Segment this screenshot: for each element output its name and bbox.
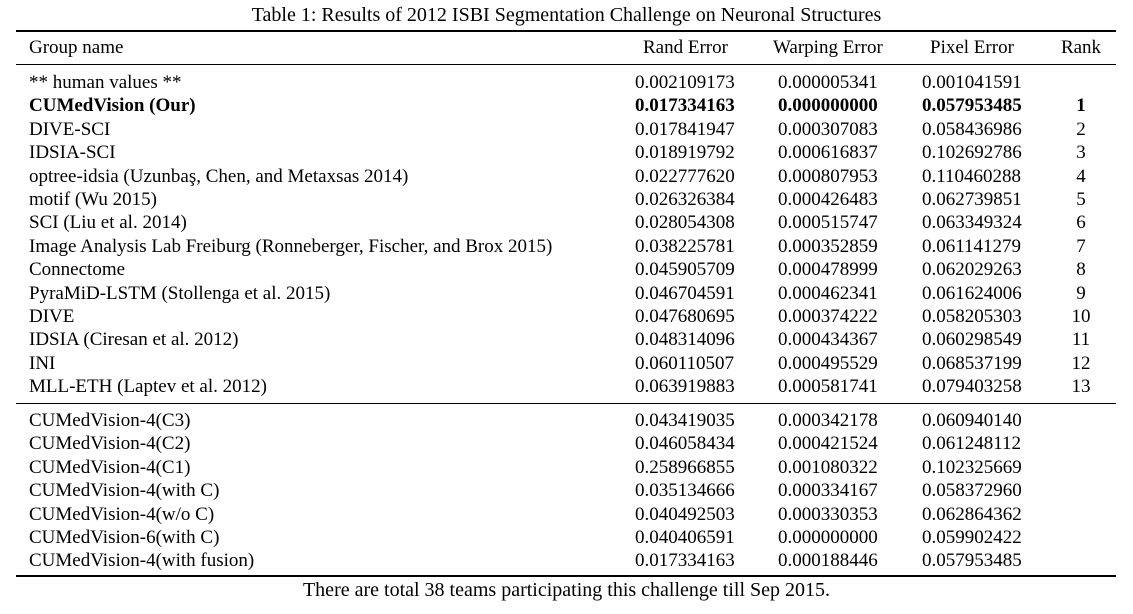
pixel-error-cell: 0.102692786 [922, 142, 1022, 164]
table-row [0, 328, 1133, 351]
pixel-error-cell: 0.061141279 [922, 235, 1022, 257]
table-row [0, 211, 1133, 234]
pixel-error-cell: 0.061248112 [922, 433, 1022, 455]
rand-error-cell: 0.017334163 [635, 550, 735, 572]
warping-error-cell: 0.000330353 [778, 503, 878, 525]
rand-error-cell: 0.017334163 [635, 95, 735, 117]
rand-error-cell: 0.043419035 [635, 410, 735, 431]
warping-error-cell: 0.000426483 [778, 189, 878, 210]
table-row [0, 526, 1133, 549]
warping-error-cell: 0.000000000 [778, 95, 878, 117]
rand-error-cell: 0.017841947 [635, 118, 735, 140]
rand-error-cell: 0.258966855 [635, 456, 735, 478]
warping-error-cell: 0.000581741 [778, 376, 878, 398]
header-rand-error: Rand Error [643, 37, 728, 58]
warping-error-cell: 0.001080322 [778, 456, 878, 478]
table-row [0, 282, 1133, 305]
header-pixel-error: Pixel Error [930, 37, 1014, 58]
pixel-error-cell: 0.062739851 [922, 189, 1022, 210]
pixel-error-cell: 0.058205303 [922, 306, 1022, 327]
pixel-error-cell: 0.060298549 [922, 329, 1022, 351]
group-name-cell: INI [29, 352, 56, 374]
header-warping-error: Warping Error [773, 37, 883, 58]
rand-error-cell: 0.063919883 [635, 376, 735, 398]
group-name-cell: Connectome [29, 259, 126, 281]
warping-error-cell: 0.000421524 [778, 433, 878, 455]
rand-error-cell: 0.002109173 [635, 72, 735, 93]
group-name-cell: CUMedVision (Our) [29, 95, 196, 117]
rand-error-cell: 0.047680695 [635, 306, 735, 327]
pixel-error-cell: 0.102325669 [922, 456, 1022, 478]
rand-error-cell: 0.022777620 [635, 165, 735, 187]
warping-error-cell: 0.000188446 [778, 550, 878, 572]
warping-error-cell: 0.000807953 [778, 165, 878, 187]
rank-cell: 5 [1076, 189, 1086, 210]
pixel-error-cell: 0.001041591 [922, 72, 1022, 93]
header-rule [16, 64, 1116, 65]
warping-error-cell: 0.000307083 [778, 118, 878, 140]
rank-cell: 6 [1076, 212, 1086, 234]
warping-error-cell: 0.000434367 [778, 329, 878, 351]
rand-error-cell: 0.018919792 [635, 142, 735, 164]
group-name-cell: DIVE-SCI [29, 118, 111, 140]
pixel-error-cell: 0.110460288 [922, 165, 1022, 187]
group-name-cell: CUMedVision-4(C1) [29, 456, 191, 478]
table-row [0, 141, 1133, 164]
pixel-error-cell: 0.061624006 [922, 282, 1022, 304]
bottom-rule [16, 575, 1116, 577]
table-caption: Table 1: Results of 2012 ISBI Segmentation Challenge on Neuronal Structures [251, 4, 882, 26]
group-name-cell: DIVE [29, 306, 75, 327]
group-name-cell: CUMedVision-4(with C) [29, 480, 220, 502]
group-name-cell: ** human values ** [29, 72, 182, 93]
warping-error-cell: 0.000374222 [778, 306, 878, 327]
table-row [0, 503, 1133, 526]
pixel-error-cell: 0.079403258 [922, 376, 1022, 398]
rand-error-cell: 0.028054308 [635, 212, 735, 234]
table-row [0, 305, 1133, 328]
table-row [0, 235, 1133, 258]
table-row [0, 432, 1133, 455]
group-name-cell: IDSIA-SCI [29, 142, 116, 164]
table-row [0, 549, 1133, 572]
group-name-cell: PyraMiD-LSTM (Stollenga et al. 2015) [29, 282, 331, 304]
rank-cell: 2 [1076, 118, 1086, 140]
rand-error-cell: 0.035134666 [635, 480, 735, 502]
rand-error-cell: 0.048314096 [635, 329, 735, 351]
pixel-error-cell: 0.058372960 [922, 480, 1022, 502]
warping-error-cell: 0.000495529 [778, 352, 878, 374]
rank-cell: 10 [1071, 306, 1091, 327]
rank-cell: 7 [1076, 235, 1086, 257]
header-rank: Rank [1060, 37, 1102, 58]
table-row [0, 409, 1133, 432]
rank-cell: 9 [1076, 282, 1086, 304]
group-name-cell: motif (Wu 2015) [29, 189, 157, 210]
rand-error-cell: 0.040492503 [635, 503, 735, 525]
group-name-cell: CUMedVision-4(C3) [29, 410, 191, 431]
warping-error-cell: 0.000352859 [778, 235, 878, 257]
table-row [0, 456, 1133, 479]
top-rule [16, 30, 1116, 32]
rank-cell: 12 [1071, 352, 1091, 374]
rand-error-cell: 0.038225781 [635, 235, 735, 257]
table-row [0, 479, 1133, 502]
table-row [0, 165, 1133, 188]
warping-error-cell: 0.000334167 [778, 480, 878, 502]
table-row [0, 94, 1133, 117]
pixel-error-cell: 0.062864362 [922, 503, 1022, 525]
pixel-error-cell: 0.062029263 [922, 259, 1022, 281]
warping-error-cell: 0.000478999 [778, 259, 878, 281]
pixel-error-cell: 0.057953485 [922, 550, 1022, 572]
warping-error-cell: 0.000462341 [778, 282, 878, 304]
rank-cell: 1 [1076, 95, 1086, 117]
rank-cell: 13 [1071, 376, 1091, 398]
table-row [0, 258, 1133, 281]
table-header [0, 36, 1133, 59]
header-group-name: Group name [29, 37, 124, 58]
section-rule [16, 403, 1116, 404]
warping-error-cell: 0.000005341 [778, 72, 878, 93]
table-row [0, 118, 1133, 141]
group-name-cell: CUMedVision-6(with C) [29, 527, 220, 548]
table-footnote: There are total 38 teams participating this challenge till Sep 2015. [302, 579, 831, 601]
group-name-cell: CUMedVision-4(C2) [29, 433, 191, 455]
rank-cell: 11 [1071, 329, 1091, 351]
table-row [0, 71, 1133, 94]
rank-cell: 3 [1076, 142, 1086, 164]
table-row [0, 375, 1133, 398]
rank-cell: 8 [1076, 259, 1086, 281]
table-row [0, 188, 1133, 211]
warping-error-cell: 0.000000000 [778, 527, 878, 548]
table-row [0, 352, 1133, 375]
pixel-error-cell: 0.057953485 [922, 95, 1022, 117]
group-name-cell: Image Analysis Lab Freiburg (Ronneberger, Fischer, and Brox 2015) [29, 235, 553, 257]
group-name-cell: SCI (Liu et al. 2014) [29, 212, 187, 234]
warping-error-cell: 0.000515747 [778, 212, 878, 234]
group-name-cell: MLL-ETH (Laptev et al. 2012) [29, 376, 267, 398]
rand-error-cell: 0.046058434 [635, 433, 735, 455]
group-name-cell: CUMedVision-4(with fusion) [29, 550, 255, 572]
pixel-error-cell: 0.060940140 [922, 410, 1022, 431]
pixel-error-cell: 0.059902422 [922, 527, 1022, 548]
group-name-cell: IDSIA (Ciresan et al. 2012) [29, 329, 239, 351]
pixel-error-cell: 0.063349324 [922, 212, 1022, 234]
group-name-cell: CUMedVision-4(w/o C) [29, 503, 215, 525]
rank-cell: 4 [1076, 165, 1086, 187]
warping-error-cell: 0.000342178 [778, 410, 878, 431]
group-name-cell: optree-idsia (Uzunbaş, Chen, and Metaxsas 2014) [29, 165, 409, 187]
rand-error-cell: 0.060110507 [635, 352, 735, 374]
rand-error-cell: 0.040406591 [635, 527, 735, 548]
pixel-error-cell: 0.068537199 [922, 352, 1022, 374]
warping-error-cell: 0.000616837 [778, 142, 878, 164]
pixel-error-cell: 0.058436986 [922, 118, 1022, 140]
rand-error-cell: 0.026326384 [635, 189, 735, 210]
rand-error-cell: 0.046704591 [635, 282, 735, 304]
rand-error-cell: 0.045905709 [635, 259, 735, 281]
